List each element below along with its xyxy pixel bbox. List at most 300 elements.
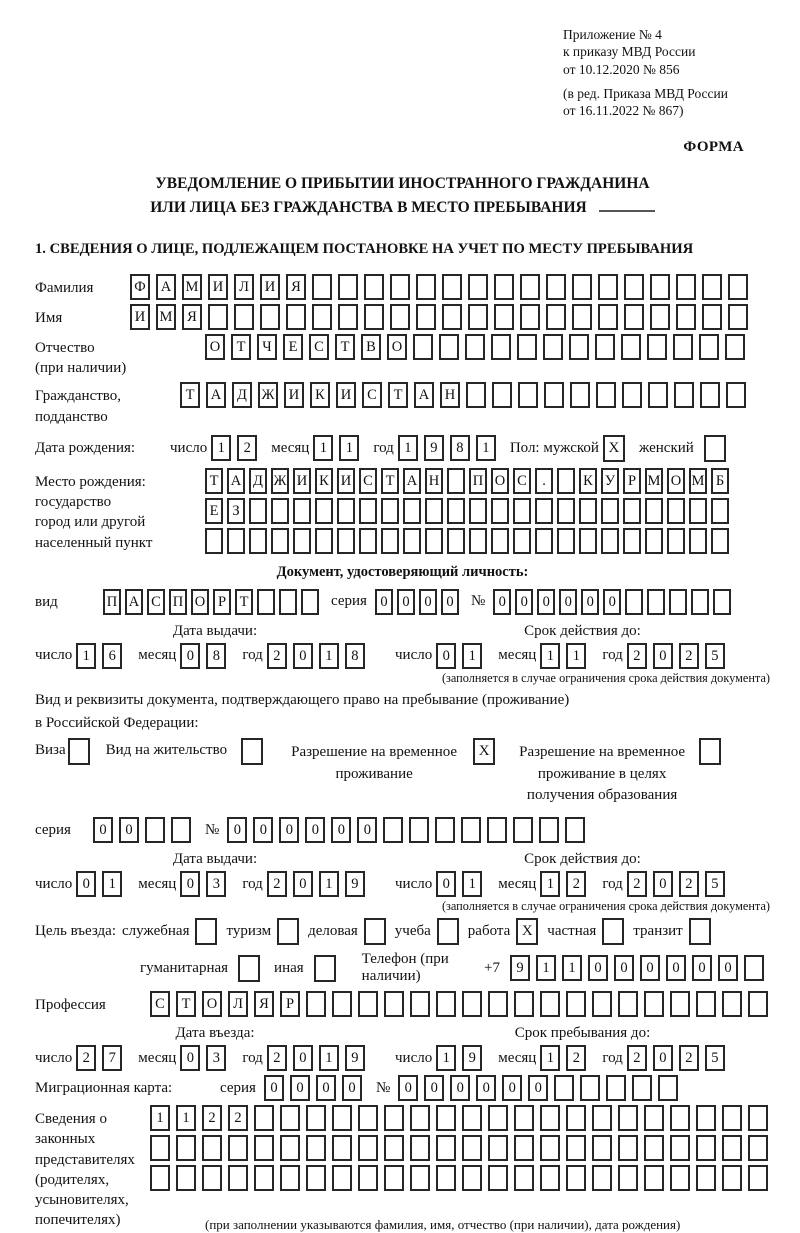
char-cell[interactable]: [592, 1135, 612, 1161]
char-cell[interactable]: О: [387, 334, 407, 360]
char-cell[interactable]: 2: [202, 1105, 222, 1131]
char-cell[interactable]: 0: [305, 817, 325, 843]
char-cell[interactable]: [462, 991, 482, 1017]
char-cell[interactable]: 0: [264, 1075, 284, 1101]
char-cell[interactable]: [462, 1135, 482, 1161]
char-cell[interactable]: [728, 274, 748, 300]
char-cell[interactable]: [228, 1165, 248, 1191]
char-cell[interactable]: .: [535, 468, 553, 494]
char-cell[interactable]: 0: [666, 955, 686, 981]
char-cell[interactable]: [566, 1135, 586, 1161]
char-cell[interactable]: 0: [436, 643, 456, 669]
char-cell[interactable]: [442, 274, 462, 300]
char-cell[interactable]: [539, 817, 559, 843]
char-cell[interactable]: [436, 1165, 456, 1191]
char-cell[interactable]: [410, 1105, 430, 1131]
purpose-official-checkbox[interactable]: [195, 918, 217, 945]
char-cell[interactable]: [315, 498, 333, 524]
char-cell[interactable]: 0: [331, 817, 351, 843]
char-cell[interactable]: З: [227, 498, 245, 524]
char-cell[interactable]: [722, 1105, 742, 1131]
char-cell[interactable]: [306, 1135, 326, 1161]
char-cell[interactable]: [234, 304, 254, 330]
char-cell[interactable]: [410, 1135, 430, 1161]
purpose-private-checkbox[interactable]: [602, 918, 624, 945]
char-cell[interactable]: 1: [536, 955, 556, 981]
char-cell[interactable]: 0: [436, 871, 456, 897]
char-cell[interactable]: 9: [345, 871, 365, 897]
char-cell[interactable]: [442, 304, 462, 330]
char-cell[interactable]: 1: [176, 1105, 196, 1131]
char-cell[interactable]: [595, 334, 615, 360]
char-cell[interactable]: 0: [528, 1075, 548, 1101]
char-cell[interactable]: [425, 528, 443, 554]
char-cell[interactable]: К: [310, 382, 330, 408]
char-cell[interactable]: [644, 1105, 664, 1131]
char-cell[interactable]: 0: [441, 589, 459, 615]
char-cell[interactable]: Ж: [258, 382, 278, 408]
char-cell[interactable]: 1: [313, 435, 333, 461]
char-cell[interactable]: 6: [102, 643, 122, 669]
char-cell[interactable]: [150, 1135, 170, 1161]
char-cell[interactable]: [722, 1135, 742, 1161]
char-cell[interactable]: [286, 304, 306, 330]
char-cell[interactable]: [696, 1135, 716, 1161]
char-cell[interactable]: 1: [540, 1045, 560, 1071]
char-cell[interactable]: [644, 1135, 664, 1161]
char-cell[interactable]: [598, 304, 618, 330]
char-cell[interactable]: 0: [502, 1075, 522, 1101]
char-cell[interactable]: И: [284, 382, 304, 408]
char-cell[interactable]: [744, 955, 764, 981]
char-cell[interactable]: 0: [76, 871, 96, 897]
char-cell[interactable]: [513, 498, 531, 524]
char-cell[interactable]: 8: [345, 643, 365, 669]
char-cell[interactable]: [410, 991, 430, 1017]
char-cell[interactable]: 0: [293, 643, 313, 669]
char-cell[interactable]: 5: [705, 1045, 725, 1071]
char-cell[interactable]: [280, 1135, 300, 1161]
char-cell[interactable]: [623, 498, 641, 524]
char-cell[interactable]: 3: [206, 1045, 226, 1071]
char-cell[interactable]: 9: [424, 435, 444, 461]
purpose-humanitarian-checkbox[interactable]: [238, 955, 260, 982]
char-cell[interactable]: [606, 1075, 626, 1101]
char-cell[interactable]: 0: [588, 955, 608, 981]
char-cell[interactable]: [554, 1075, 574, 1101]
char-cell[interactable]: Е: [283, 334, 303, 360]
char-cell[interactable]: [202, 1135, 222, 1161]
char-cell[interactable]: [439, 334, 459, 360]
char-cell[interactable]: 5: [705, 643, 725, 669]
char-cell[interactable]: [569, 334, 589, 360]
char-cell[interactable]: [338, 274, 358, 300]
char-cell[interactable]: А: [403, 468, 421, 494]
char-cell[interactable]: 2: [228, 1105, 248, 1131]
char-cell[interactable]: [514, 1165, 534, 1191]
char-cell[interactable]: [390, 304, 410, 330]
char-cell[interactable]: [648, 382, 668, 408]
char-cell[interactable]: [514, 1105, 534, 1131]
char-cell[interactable]: 0: [119, 817, 139, 843]
char-cell[interactable]: [359, 528, 377, 554]
temp-residence-checkbox[interactable]: X: [473, 738, 495, 765]
char-cell[interactable]: [254, 1135, 274, 1161]
char-cell[interactable]: [557, 498, 575, 524]
char-cell[interactable]: [364, 274, 384, 300]
char-cell[interactable]: М: [182, 274, 202, 300]
char-cell[interactable]: [618, 1105, 638, 1131]
char-cell[interactable]: [622, 382, 642, 408]
char-cell[interactable]: [435, 817, 455, 843]
char-cell[interactable]: [306, 1165, 326, 1191]
purpose-business-checkbox[interactable]: [364, 918, 386, 945]
char-cell[interactable]: [447, 498, 465, 524]
char-cell[interactable]: [312, 304, 332, 330]
char-cell[interactable]: [691, 589, 709, 615]
char-cell[interactable]: [566, 1105, 586, 1131]
char-cell[interactable]: 2: [566, 1045, 586, 1071]
char-cell[interactable]: 2: [237, 435, 257, 461]
char-cell[interactable]: У: [601, 468, 619, 494]
char-cell[interactable]: [249, 498, 267, 524]
char-cell[interactable]: [359, 498, 377, 524]
char-cell[interactable]: 2: [566, 871, 586, 897]
char-cell[interactable]: [150, 1165, 170, 1191]
char-cell[interactable]: Я: [182, 304, 202, 330]
char-cell[interactable]: 7: [102, 1045, 122, 1071]
char-cell[interactable]: 0: [614, 955, 634, 981]
char-cell[interactable]: [748, 1105, 768, 1131]
char-cell[interactable]: [676, 274, 696, 300]
char-cell[interactable]: [592, 991, 612, 1017]
char-cell[interactable]: Т: [231, 334, 251, 360]
char-cell[interactable]: [403, 498, 421, 524]
char-cell[interactable]: [254, 1105, 274, 1131]
char-cell[interactable]: 1: [436, 1045, 456, 1071]
char-cell[interactable]: 0: [375, 589, 393, 615]
char-cell[interactable]: [625, 589, 643, 615]
char-cell[interactable]: [722, 1165, 742, 1191]
char-cell[interactable]: [540, 991, 560, 1017]
char-cell[interactable]: 8: [450, 435, 470, 461]
char-cell[interactable]: [544, 382, 564, 408]
char-cell[interactable]: 2: [679, 871, 699, 897]
char-cell[interactable]: И: [293, 468, 311, 494]
char-cell[interactable]: П: [169, 589, 187, 615]
char-cell[interactable]: [748, 991, 768, 1017]
char-cell[interactable]: 2: [627, 1045, 647, 1071]
char-cell[interactable]: Ф: [130, 274, 150, 300]
char-cell[interactable]: Т: [205, 468, 223, 494]
char-cell[interactable]: [468, 304, 488, 330]
char-cell[interactable]: [748, 1165, 768, 1191]
char-cell[interactable]: [413, 334, 433, 360]
char-cell[interactable]: [271, 498, 289, 524]
char-cell[interactable]: [728, 304, 748, 330]
char-cell[interactable]: [696, 991, 716, 1017]
char-cell[interactable]: [579, 498, 597, 524]
char-cell[interactable]: [647, 334, 667, 360]
char-cell[interactable]: 0: [559, 589, 577, 615]
char-cell[interactable]: [580, 1075, 600, 1101]
char-cell[interactable]: С: [147, 589, 165, 615]
char-cell[interactable]: 2: [679, 1045, 699, 1071]
char-cell[interactable]: [618, 991, 638, 1017]
char-cell[interactable]: [312, 274, 332, 300]
char-cell[interactable]: Я: [254, 991, 274, 1017]
char-cell[interactable]: О: [491, 468, 509, 494]
char-cell[interactable]: [726, 382, 746, 408]
char-cell[interactable]: 0: [653, 1045, 673, 1071]
char-cell[interactable]: [748, 1135, 768, 1161]
char-cell[interactable]: [306, 1105, 326, 1131]
char-cell[interactable]: [722, 991, 742, 1017]
char-cell[interactable]: 0: [93, 817, 113, 843]
char-cell[interactable]: 3: [206, 871, 226, 897]
char-cell[interactable]: 0: [424, 1075, 444, 1101]
char-cell[interactable]: [384, 1165, 404, 1191]
purpose-transit-checkbox[interactable]: [689, 918, 711, 945]
char-cell[interactable]: [383, 817, 403, 843]
char-cell[interactable]: [540, 1165, 560, 1191]
char-cell[interactable]: [384, 1105, 404, 1131]
char-cell[interactable]: [260, 304, 280, 330]
char-cell[interactable]: 2: [76, 1045, 96, 1071]
char-cell[interactable]: [488, 1105, 508, 1131]
visa-checkbox[interactable]: [68, 738, 90, 765]
char-cell[interactable]: [647, 589, 665, 615]
char-cell[interactable]: [598, 274, 618, 300]
char-cell[interactable]: П: [103, 589, 121, 615]
char-cell[interactable]: 2: [267, 1045, 287, 1071]
char-cell[interactable]: Т: [180, 382, 200, 408]
char-cell[interactable]: [491, 528, 509, 554]
char-cell[interactable]: [488, 1165, 508, 1191]
char-cell[interactable]: [279, 589, 297, 615]
char-cell[interactable]: [488, 1135, 508, 1161]
char-cell[interactable]: Е: [205, 498, 223, 524]
char-cell[interactable]: [566, 991, 586, 1017]
char-cell[interactable]: 0: [640, 955, 660, 981]
char-cell[interactable]: Т: [176, 991, 196, 1017]
char-cell[interactable]: [674, 382, 694, 408]
char-cell[interactable]: 2: [267, 643, 287, 669]
char-cell[interactable]: [700, 382, 720, 408]
char-cell[interactable]: [596, 382, 616, 408]
char-cell[interactable]: [540, 1135, 560, 1161]
purpose-other-checkbox[interactable]: [314, 955, 336, 982]
char-cell[interactable]: [358, 1105, 378, 1131]
char-cell[interactable]: [280, 1165, 300, 1191]
char-cell[interactable]: [670, 1165, 690, 1191]
char-cell[interactable]: А: [206, 382, 226, 408]
char-cell[interactable]: [601, 528, 619, 554]
char-cell[interactable]: [409, 817, 429, 843]
purpose-study-checkbox[interactable]: [437, 918, 459, 945]
char-cell[interactable]: [644, 991, 664, 1017]
char-cell[interactable]: [618, 1135, 638, 1161]
char-cell[interactable]: М: [689, 468, 707, 494]
char-cell[interactable]: Л: [234, 274, 254, 300]
char-cell[interactable]: [436, 991, 456, 1017]
char-cell[interactable]: [293, 498, 311, 524]
char-cell[interactable]: [271, 528, 289, 554]
char-cell[interactable]: [670, 1105, 690, 1131]
char-cell[interactable]: [557, 468, 575, 494]
char-cell[interactable]: 0: [180, 871, 200, 897]
char-cell[interactable]: [566, 1165, 586, 1191]
char-cell[interactable]: О: [205, 334, 225, 360]
char-cell[interactable]: [381, 498, 399, 524]
char-cell[interactable]: 2: [627, 871, 647, 897]
char-cell[interactable]: Р: [623, 468, 641, 494]
char-cell[interactable]: [410, 1165, 430, 1191]
char-cell[interactable]: [618, 1165, 638, 1191]
char-cell[interactable]: [205, 528, 223, 554]
char-cell[interactable]: 1: [211, 435, 231, 461]
char-cell[interactable]: [645, 528, 663, 554]
purpose-work-checkbox[interactable]: X: [516, 918, 538, 945]
char-cell[interactable]: [469, 498, 487, 524]
char-cell[interactable]: 1: [76, 643, 96, 669]
char-cell[interactable]: [462, 1165, 482, 1191]
char-cell[interactable]: Ч: [257, 334, 277, 360]
char-cell[interactable]: [518, 382, 538, 408]
char-cell[interactable]: 0: [227, 817, 247, 843]
char-cell[interactable]: [254, 1165, 274, 1191]
char-cell[interactable]: [337, 498, 355, 524]
char-cell[interactable]: [543, 334, 563, 360]
edu-residence-checkbox[interactable]: [699, 738, 721, 765]
char-cell[interactable]: [520, 274, 540, 300]
char-cell[interactable]: 0: [692, 955, 712, 981]
char-cell[interactable]: 1: [319, 643, 339, 669]
char-cell[interactable]: Т: [381, 468, 399, 494]
char-cell[interactable]: 9: [510, 955, 530, 981]
char-cell[interactable]: [725, 334, 745, 360]
char-cell[interactable]: [145, 817, 165, 843]
char-cell[interactable]: [280, 1105, 300, 1131]
char-cell[interactable]: [689, 498, 707, 524]
char-cell[interactable]: 2: [627, 643, 647, 669]
char-cell[interactable]: 0: [581, 589, 599, 615]
char-cell[interactable]: 1: [476, 435, 496, 461]
char-cell[interactable]: [332, 1135, 352, 1161]
char-cell[interactable]: [513, 528, 531, 554]
char-cell[interactable]: [696, 1165, 716, 1191]
char-cell[interactable]: О: [202, 991, 222, 1017]
char-cell[interactable]: К: [315, 468, 333, 494]
char-cell[interactable]: [572, 304, 592, 330]
char-cell[interactable]: [696, 1105, 716, 1131]
char-cell[interactable]: [358, 1165, 378, 1191]
char-cell[interactable]: 0: [180, 643, 200, 669]
char-cell[interactable]: 0: [316, 1075, 336, 1101]
char-cell[interactable]: 0: [603, 589, 621, 615]
char-cell[interactable]: Р: [280, 991, 300, 1017]
sex-male-checkbox[interactable]: X: [603, 435, 625, 462]
char-cell[interactable]: Т: [235, 589, 253, 615]
char-cell[interactable]: [249, 528, 267, 554]
char-cell[interactable]: 0: [253, 817, 273, 843]
char-cell[interactable]: [514, 991, 534, 1017]
char-cell[interactable]: 0: [718, 955, 738, 981]
char-cell[interactable]: 2: [679, 643, 699, 669]
char-cell[interactable]: Л: [228, 991, 248, 1017]
char-cell[interactable]: [579, 528, 597, 554]
char-cell[interactable]: [228, 1135, 248, 1161]
char-cell[interactable]: [623, 528, 641, 554]
char-cell[interactable]: [667, 528, 685, 554]
char-cell[interactable]: [384, 1135, 404, 1161]
char-cell[interactable]: О: [667, 468, 685, 494]
char-cell[interactable]: [469, 528, 487, 554]
char-cell[interactable]: [711, 528, 729, 554]
char-cell[interactable]: [494, 274, 514, 300]
char-cell[interactable]: [202, 1165, 222, 1191]
char-cell[interactable]: [565, 817, 585, 843]
char-cell[interactable]: [702, 304, 722, 330]
char-cell[interactable]: [332, 1105, 352, 1131]
char-cell[interactable]: Т: [335, 334, 355, 360]
char-cell[interactable]: [572, 274, 592, 300]
char-cell[interactable]: 0: [293, 1045, 313, 1071]
char-cell[interactable]: [658, 1075, 678, 1101]
char-cell[interactable]: 0: [493, 589, 511, 615]
char-cell[interactable]: [667, 498, 685, 524]
char-cell[interactable]: [650, 304, 670, 330]
char-cell[interactable]: В: [361, 334, 381, 360]
char-cell[interactable]: [592, 1165, 612, 1191]
char-cell[interactable]: 0: [180, 1045, 200, 1071]
char-cell[interactable]: 1: [102, 871, 122, 897]
char-cell[interactable]: [592, 1105, 612, 1131]
char-cell[interactable]: [699, 334, 719, 360]
char-cell[interactable]: [621, 334, 641, 360]
char-cell[interactable]: 1: [540, 871, 560, 897]
char-cell[interactable]: Н: [440, 382, 460, 408]
char-cell[interactable]: 0: [357, 817, 377, 843]
char-cell[interactable]: [461, 817, 481, 843]
char-cell[interactable]: 0: [450, 1075, 470, 1101]
char-cell[interactable]: И: [337, 468, 355, 494]
char-cell[interactable]: К: [579, 468, 597, 494]
char-cell[interactable]: [520, 304, 540, 330]
char-cell[interactable]: [535, 498, 553, 524]
char-cell[interactable]: 8: [206, 643, 226, 669]
char-cell[interactable]: [301, 589, 319, 615]
char-cell[interactable]: [466, 382, 486, 408]
char-cell[interactable]: [468, 274, 488, 300]
char-cell[interactable]: [425, 498, 443, 524]
char-cell[interactable]: Д: [249, 468, 267, 494]
char-cell[interactable]: [644, 1165, 664, 1191]
char-cell[interactable]: [645, 498, 663, 524]
char-cell[interactable]: А: [125, 589, 143, 615]
char-cell[interactable]: [332, 1165, 352, 1191]
char-cell[interactable]: [624, 274, 644, 300]
char-cell[interactable]: [171, 817, 191, 843]
sex-female-checkbox[interactable]: [704, 435, 726, 462]
char-cell[interactable]: [517, 334, 537, 360]
char-cell[interactable]: [491, 334, 511, 360]
char-cell[interactable]: 0: [476, 1075, 496, 1101]
char-cell[interactable]: [494, 304, 514, 330]
char-cell[interactable]: [384, 991, 404, 1017]
char-cell[interactable]: [601, 498, 619, 524]
char-cell[interactable]: С: [362, 382, 382, 408]
